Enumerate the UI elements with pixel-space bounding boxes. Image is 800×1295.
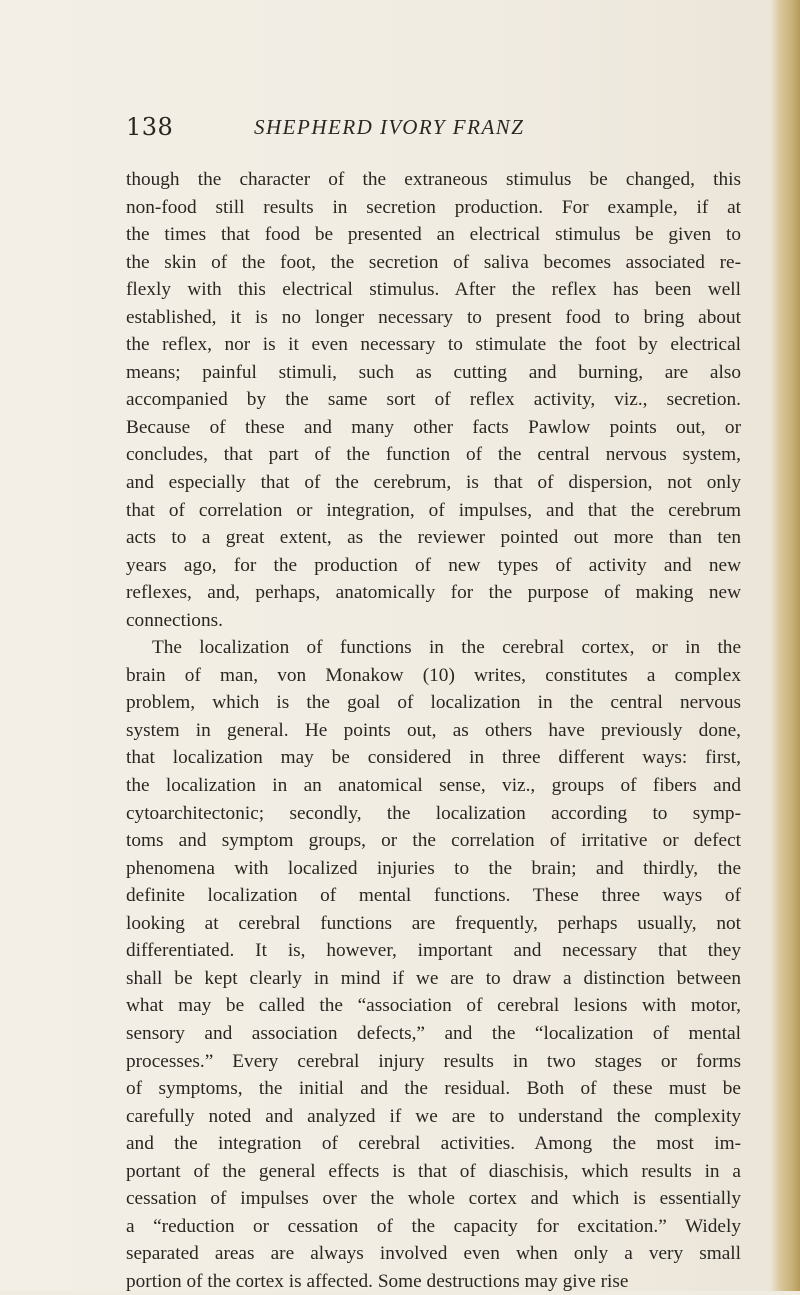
text-line: that of correlation or integration, of impulses, and that the cerebrum xyxy=(126,499,741,521)
text-line: years ago, for the production of new types of activity and new xyxy=(126,554,741,576)
text-line: the skin of the foot, the secretion of saliva becomes associated re- xyxy=(126,251,741,273)
text-line: the localization in an anatomical sense, viz., groups of fibers and xyxy=(126,775,741,797)
text-line: connections. xyxy=(126,609,223,631)
text-line: looking at cerebral functions are frequently, perhaps usually, not xyxy=(126,912,741,934)
text-line: cessation of impulses over the whole cortex and which is essentially xyxy=(126,1188,741,1210)
text-line: carefully noted and analyzed if we are to understand the complexity xyxy=(126,1105,741,1127)
page-header xyxy=(126,113,736,143)
text-line: shall be kept clearly in mind if we are to draw a distinction between xyxy=(126,967,741,989)
text-line: portion of the cortex is affected. Some destructions may give rise xyxy=(126,1270,629,1292)
text-line: definite localization of mental functions. These three ways of xyxy=(126,885,741,907)
text-line: The localization of functions in the cerebral cortex, or in the xyxy=(152,637,741,659)
page-number: 138 xyxy=(126,113,174,141)
text-line: phenomena with localized injuries to the brain; and thirdly, the xyxy=(126,857,741,879)
text-line: toms and symptom groups, or the correlation of irritative or defect xyxy=(126,830,741,852)
text-line: the times that food be presented an electrical stimulus be given to xyxy=(126,224,741,246)
text-line: separated areas are always involved even when only a very small xyxy=(126,1243,741,1265)
text-line: brain of man, von Monakow (10) writes, constitutes a complex xyxy=(126,664,741,686)
text-line: cytoarchitectonic; secondly, the localization according to symp- xyxy=(126,802,741,824)
text-line: that localization may be considered in three different ways: first, xyxy=(126,747,741,769)
text-line: Because of these and many other facts Pawlow points out, or xyxy=(126,416,741,438)
text-line: accompanied by the same sort of reflex activity, viz., secretion. xyxy=(126,389,741,411)
text-line: problem, which is the goal of localization in the central nervous xyxy=(126,692,741,714)
paragraph-1 xyxy=(126,166,741,634)
text-line: what may be called the “association of cerebral lesions with motor, xyxy=(126,995,741,1017)
paragraph-2 xyxy=(126,634,741,1295)
text-line: acts to a great extent, as the reviewer pointed out more than ten xyxy=(126,527,741,549)
text-line: portant of the general effects is that of diaschisis, which results in a xyxy=(126,1160,741,1182)
text-line: a “reduction or cessation of the capacity for excitation.” Widely xyxy=(126,1215,741,1237)
text-line: means; painful stimuli, such as cutting and burning, are also xyxy=(126,361,741,383)
text-line: established, it is no longer necessary to present food to bring about xyxy=(126,306,741,328)
body-text xyxy=(126,166,741,1295)
text-line: flexly with this electrical stimulus. After the reflex has been well xyxy=(126,279,741,301)
text-line: sensory and association defects,” and the “localization of mental xyxy=(126,1022,741,1044)
text-line: concludes, that part of the function of the central nervous system, xyxy=(126,444,741,466)
text-line: though the character of the extraneous stimulus be changed, this xyxy=(126,169,741,190)
text-line: reflexes, and, perhaps, anatomically for the purpose of making new xyxy=(126,582,741,604)
running-head: SHEPHERD IVORY FRANZ xyxy=(254,115,525,139)
text-line: and especially that of the cerebrum, is that of dispersion, not only xyxy=(126,472,741,494)
text-line: system in general. He points out, as others have previously done, xyxy=(126,719,741,741)
text-line: processes.” Every cerebral injury results in two stages or forms xyxy=(126,1050,741,1072)
page-edge xyxy=(770,0,800,1291)
text-line: the reflex, nor is it even necessary to stimulate the foot by electrical xyxy=(126,334,741,356)
text-line: differentiated. It is, however, important and necessary that they xyxy=(126,940,741,962)
text-line: of symptoms, the initial and the residual. Both of these must be xyxy=(126,1078,741,1100)
text-line: non-food still results in secretion production. For example, if at xyxy=(126,196,741,218)
text-line: and the integration of cerebral activities. Among the most im- xyxy=(126,1133,741,1155)
